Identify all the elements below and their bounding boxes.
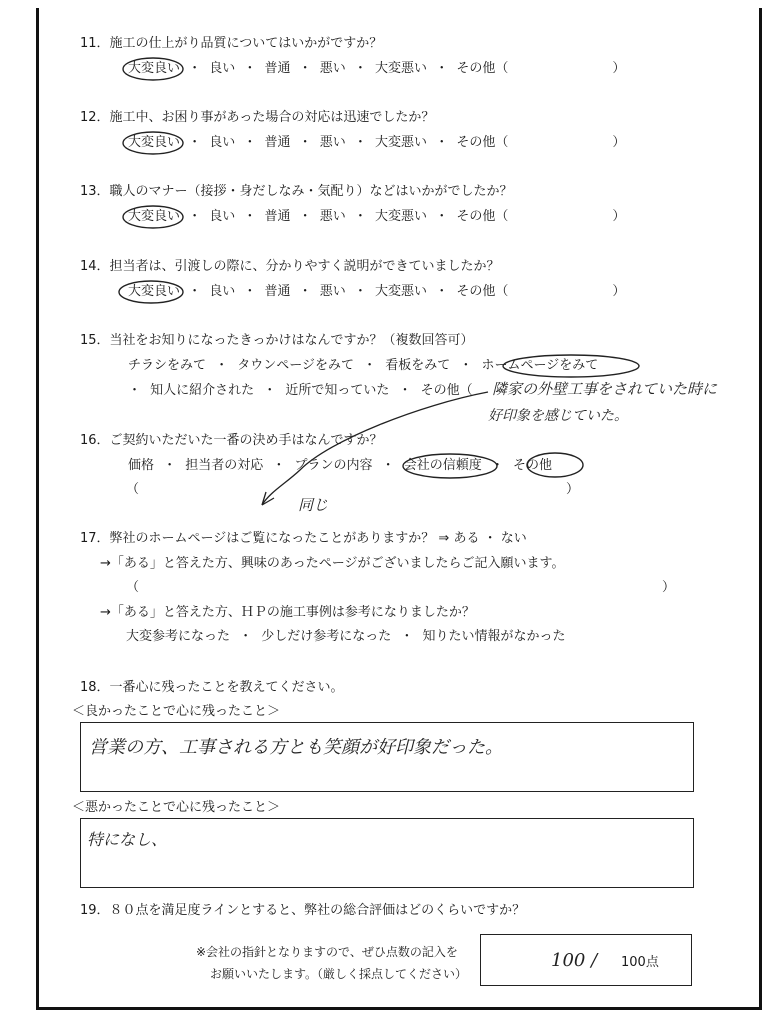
q17-paren-close: ） [662, 580, 676, 595]
q18-bad-handwritten: 特になし、 [87, 830, 168, 849]
q18-good-answer-box [80, 722, 694, 792]
q12-choices: 大変良い ・ 良い ・ 普通 ・ 悪い ・ 大変悪い ・ その他（ ） [128, 135, 626, 150]
q17-sub2: →「ある」と答えた方、ＨＰの施工事例は参考になりましたか？ [100, 605, 475, 620]
q11-choices: 大変良い ・ 良い ・ 普通 ・ 悪い ・ 大変悪い ・ その他（ ） [128, 61, 626, 76]
q16-question: 16．ご契約いただいた一番の決め手はなんですか？ [80, 433, 383, 448]
q12-question: 12．施工中、お困り事があった場合の対応は迅速でしたか？ [80, 110, 435, 125]
q16-paren-open: （ [126, 482, 140, 497]
q15-choices-line1: チラシをみて ・ タウンページをみて ・ 看板をみて ・ ホームページをみて [128, 358, 599, 373]
q17-sub1: →「ある」と答えた方、興味のあったページがございましたらご記入願います。 [100, 556, 565, 571]
q11-question: 11．施工の仕上がり品質についてはいかがですか？ [80, 36, 383, 51]
q19-note-line1: ※会社の指針となりますので、ぜひ点数の記入を [196, 945, 458, 959]
q14-question: 14．担当者は、引渡しの際に、分かりやすく説明ができていましたか？ [80, 259, 500, 274]
q15-handwritten-line1: 隣家の外壁工事をされていた時に [492, 380, 718, 398]
q19-note-line2: お願いいたします。（厳しく採点してください） [210, 967, 468, 981]
q19-max-score: 100点 [621, 955, 659, 970]
q18-bad-answer-box [80, 818, 694, 888]
q17-question: 17．弊社のホームページはご覧になったことがありますか？ ⇒ ある ・ ない [80, 531, 527, 546]
q18-question: 18．一番心に残ったことを教えてください。 [80, 680, 344, 695]
q17-paren-open: （ [126, 580, 140, 595]
q14-choices: 大変良い ・ 良い ・ 普通 ・ 悪い ・ 大変悪い ・ その他（ ） [128, 284, 626, 299]
q13-choices: 大変良い ・ 良い ・ 普通 ・ 悪い ・ 大変悪い ・ その他（ ） [128, 209, 626, 224]
q18-bad-label: ＜悪かったことで心に残ったこと＞ [72, 800, 281, 815]
q19-score-handwritten: 100 / [551, 950, 598, 971]
q16-handwritten-same: 同じ [298, 496, 329, 514]
q18-good-label: ＜良かったことで心に残ったこと＞ [72, 704, 281, 719]
q15-choices-line2: ・ 知人に紹介された ・ 近所で知っていた ・ その他（ [128, 383, 473, 398]
q19-question: 19．８０点を満足度ラインとすると、弊社の総合評価はどのくらいですか？ [80, 903, 526, 918]
q16-paren-close: ） [566, 482, 580, 497]
q19-score-box [480, 934, 692, 986]
q16-choices: 価格 ・ 担当者の対応 ・ プランの内容 ・ 会社の信頼度 ・ その他 [128, 458, 553, 473]
q13-question: 13．職人のマナー（接拶・身だしなみ・気配り）などはいかがでしたか？ [80, 184, 513, 199]
q15-handwritten-line2: 好印象を感じていた。 [488, 408, 628, 424]
q15-question: 15．当社をお知りになったきっかけはなんですか？（複数回答可） [80, 333, 474, 348]
q17-sub2-choices: 大変参考になった ・ 少しだけ参考になった ・ 知りたい情報がなかった [126, 629, 566, 644]
q18-good-handwritten: 営業の方、工事される方とも笑顔が好印象だった。 [89, 737, 503, 758]
